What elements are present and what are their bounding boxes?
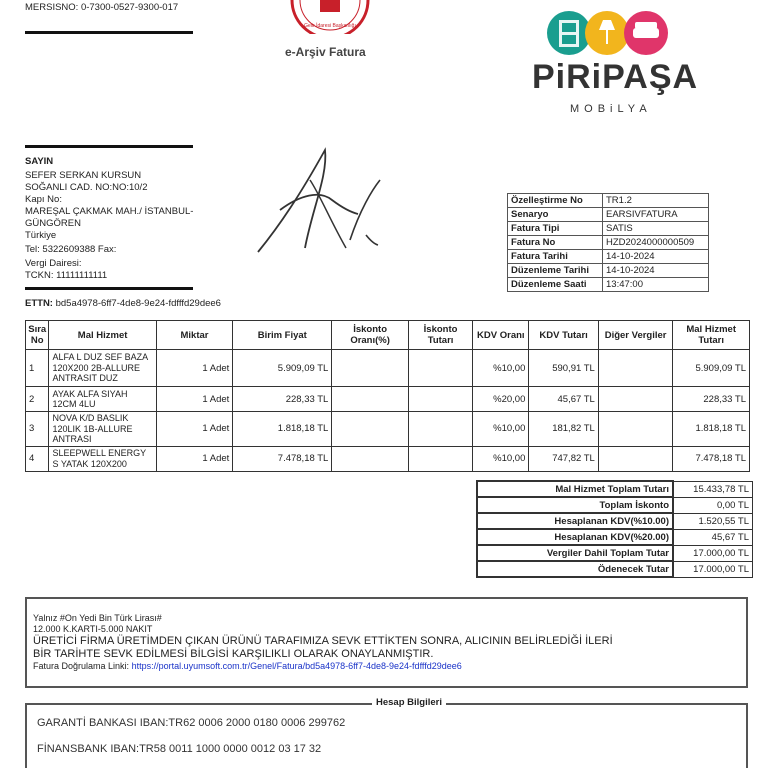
col-miktar: Miktar: [156, 321, 233, 350]
buyer-tckn: TCKN: 11111111111: [25, 270, 108, 281]
document-type-title: e-Arşiv Fatura: [285, 45, 366, 59]
signature-icon: [250, 140, 465, 275]
item-total: 5.909,09 TL: [673, 350, 750, 387]
meta-value: EARSIVFATURA: [603, 208, 709, 222]
col-mal-hizmet: Mal Hizmet: [49, 321, 156, 350]
table-row: [26, 350, 750, 387]
item-unit-price: 5.909,09 TL: [233, 350, 332, 387]
item-total: 1.818,18 TL: [673, 412, 750, 447]
item-quantity: 1 Adet: [156, 412, 233, 447]
meta-key: Fatura Tarihi: [508, 250, 603, 264]
item-description: SLEEPWELL ENERGY S YATAK 120X200: [49, 446, 156, 471]
item-other-taxes: [598, 412, 673, 447]
item-no: 4: [26, 446, 49, 471]
total-label: Hesaplanan KDV(%10.00): [477, 513, 673, 529]
meta-row: [508, 208, 709, 222]
item-vat-amount: 181,82 TL: [529, 412, 598, 447]
table-row: [26, 387, 750, 412]
buyer-street: SOĞANLI CAD. NO:NO:10/2: [25, 182, 148, 193]
item-total: 7.478,18 TL: [673, 446, 750, 471]
meta-row: [508, 236, 709, 250]
total-value: 0,00 TL: [673, 497, 753, 513]
meta-value: SATIS: [603, 222, 709, 236]
col-kdv-tutari: KDV Tutarı: [529, 321, 598, 350]
meta-value: TR1.2: [603, 194, 709, 208]
item-other-taxes: [598, 446, 673, 471]
total-value: 17.000,00 TL: [673, 545, 753, 561]
item-unit-price: 1.818,18 TL: [233, 412, 332, 447]
buyer-door: Kapı No:: [25, 194, 62, 205]
verification-label: Fatura Doğrulama Linki:: [33, 661, 130, 671]
item-description: AYAK ALFA SIYAH 12CM 4LU: [49, 387, 156, 412]
gib-seal-icon: [290, 0, 370, 34]
notes-box: [25, 597, 748, 688]
buyer-country: Türkiye: [25, 230, 57, 241]
meta-row: [508, 278, 709, 292]
totals-row: [477, 529, 753, 545]
total-label: Hesaplanan KDV(%20.00): [477, 529, 673, 545]
item-description: NOVA K/D BASLIK 120LIK 1B-ALLURE ANTRASI: [49, 412, 156, 447]
total-label: Vergiler Dahil Toplam Tutar: [477, 545, 673, 561]
meta-value: 14-10-2024: [603, 264, 709, 278]
meta-value: 14-10-2024: [603, 250, 709, 264]
total-value: 17.000,00 TL: [673, 561, 753, 577]
total-value: 15.433,78 TL: [673, 481, 753, 497]
item-discount-rate: [332, 387, 409, 412]
item-description: ALFA L DUZ SEF BAZA 120X200 2B-ALLURE ANTRASIT DUZ: [49, 350, 156, 387]
col-iskonto-orani: İskonto Oranı(%): [332, 321, 409, 350]
divider: [25, 287, 193, 290]
item-quantity: 1 Adet: [156, 446, 233, 471]
mersis-number: MERSISNO: 0-7300-0527-9300-017: [25, 2, 179, 13]
item-other-taxes: [598, 350, 673, 387]
item-discount-amount: [408, 412, 472, 447]
item-vat-amount: 590,91 TL: [529, 350, 598, 387]
meta-row: [508, 264, 709, 278]
meta-key: Senaryo: [508, 208, 603, 222]
item-no: 3: [26, 412, 49, 447]
items-table: [25, 320, 750, 472]
meta-key: Özelleştirme No: [508, 194, 603, 208]
item-discount-rate: [332, 412, 409, 447]
col-kdv-orani: KDV Oranı: [473, 321, 529, 350]
meta-row: [508, 250, 709, 264]
payment-note: 12.000 K.KARTI-5.000 NAKIT: [33, 624, 153, 634]
buyer-heading: SAYIN: [25, 156, 54, 167]
buyer-tax-office: Vergi Dairesi:: [25, 258, 82, 269]
verification-link[interactable]: https://portal.uyumsoft.com.tr/Genel/Fatura/bd5a4978-6ff7-4de8-9e24-fdfffd29dee6: [131, 661, 462, 671]
buyer-address-block: [25, 170, 215, 282]
meta-key: Fatura No: [508, 236, 603, 250]
col-diger-vergiler: Diğer Vergiler: [598, 321, 673, 350]
buyer-district-2: GÜNGÖREN: [25, 218, 81, 229]
item-vat-amount: 747,82 TL: [529, 446, 598, 471]
meta-value: 13:47:00: [603, 278, 709, 292]
svg-text:Gelir İdaresi Başkanlığı: Gelir İdaresi Başkanlığı: [304, 23, 356, 29]
item-vat-rate: %20,00: [473, 387, 529, 412]
bank-iban-finansbank: FİNANSBANK IBAN:TR58 0011 1000 0000 0012 03 17 32: [37, 743, 322, 755]
meta-row: [508, 222, 709, 236]
item-quantity: 1 Adet: [156, 350, 233, 387]
item-vat-rate: %10,00: [473, 350, 529, 387]
delivery-note-line-2: BİR TARİHTE SEVK EDİLMESİ BİLGİSİ KARŞILIKLI OLARAK ONAYLANMIŞTIR.: [33, 648, 434, 660]
item-other-taxes: [598, 387, 673, 412]
item-total: 228,33 TL: [673, 387, 750, 412]
item-no: 1: [26, 350, 49, 387]
buyer-phone: Tel: 5322609388 Fax:: [25, 244, 117, 255]
item-discount-amount: [408, 446, 472, 471]
divider: [25, 31, 193, 34]
total-value: 45,67 TL: [673, 529, 753, 545]
brand-subtitle: MOBiLYA: [570, 103, 652, 115]
totals-table: [476, 480, 753, 578]
total-label: Ödenecek Tutar: [477, 561, 673, 577]
ettn-value: bd5a4978-6ff7-4de8-9e24-fdfffd29dee6: [55, 298, 221, 309]
item-discount-amount: [408, 350, 472, 387]
totals-row: [477, 545, 753, 561]
piripasa-logo-icon: [545, 8, 671, 60]
bank-iban-garanti: GARANTİ BANKASI IBAN:TR62 0006 2000 0180 0006 299762: [37, 717, 346, 729]
total-label: Mal Hizmet Toplam Tutarı: [477, 481, 673, 497]
bank-info-box: [25, 697, 748, 768]
item-unit-price: 7.478,18 TL: [233, 446, 332, 471]
meta-key: Düzenleme Saati: [508, 278, 603, 292]
totals-row: [477, 481, 753, 497]
buyer-name: SEFER SERKAN KURSUN: [25, 170, 142, 181]
table-row: [26, 412, 750, 447]
item-quantity: 1 Adet: [156, 387, 233, 412]
table-row: [26, 446, 750, 471]
totals-row: [477, 513, 753, 529]
item-discount-rate: [332, 446, 409, 471]
meta-key: Düzenleme Tarihi: [508, 264, 603, 278]
brand-name: PiRiPAŞA: [532, 58, 699, 96]
col-birim-fiyat: Birim Fiyat: [233, 321, 332, 350]
item-vat-rate: %10,00: [473, 412, 529, 447]
totals-row: [477, 497, 753, 513]
ettn-line: [25, 298, 221, 310]
total-value: 1.520,55 TL: [673, 513, 753, 529]
invoice-meta-table: [507, 193, 709, 292]
amount-in-words: Yalnız #On Yedi Bin Türk Lirası#: [33, 613, 162, 623]
meta-row: [508, 194, 709, 208]
items-header-row: [26, 321, 750, 350]
divider: [25, 145, 193, 148]
item-unit-price: 228,33 TL: [233, 387, 332, 412]
item-no: 2: [26, 387, 49, 412]
delivery-note-line-1: ÜRETİCİ FİRMA ÜRETİMDEN ÇIKAN ÜRÜNÜ TARAFIMIZA SEVK ETTİKTEN SONRA, ALICININ BELİRLEDİĞİ İLERİ: [33, 635, 613, 647]
ettn-label: ETTN:: [25, 298, 53, 309]
item-vat-amount: 45,67 TL: [529, 387, 598, 412]
item-discount-amount: [408, 387, 472, 412]
item-discount-rate: [332, 350, 409, 387]
col-sira: Sıra No: [26, 321, 49, 350]
col-mal-hizmet-tutari: Mal Hizmet Tutarı: [673, 321, 750, 350]
bank-info-title: Hesap Bilgileri: [372, 697, 446, 708]
buyer-district: MAREŞAL ÇAKMAK MAH./ İSTANBUL-: [25, 206, 194, 217]
item-vat-rate: %10,00: [473, 446, 529, 471]
meta-value: HZD2024000000509: [603, 236, 709, 250]
total-label: Toplam İskonto: [477, 497, 673, 513]
verification-line: [33, 661, 740, 672]
col-iskonto-tutari: İskonto Tutarı: [408, 321, 472, 350]
meta-key: Fatura Tipi: [508, 222, 603, 236]
totals-row: [477, 561, 753, 577]
